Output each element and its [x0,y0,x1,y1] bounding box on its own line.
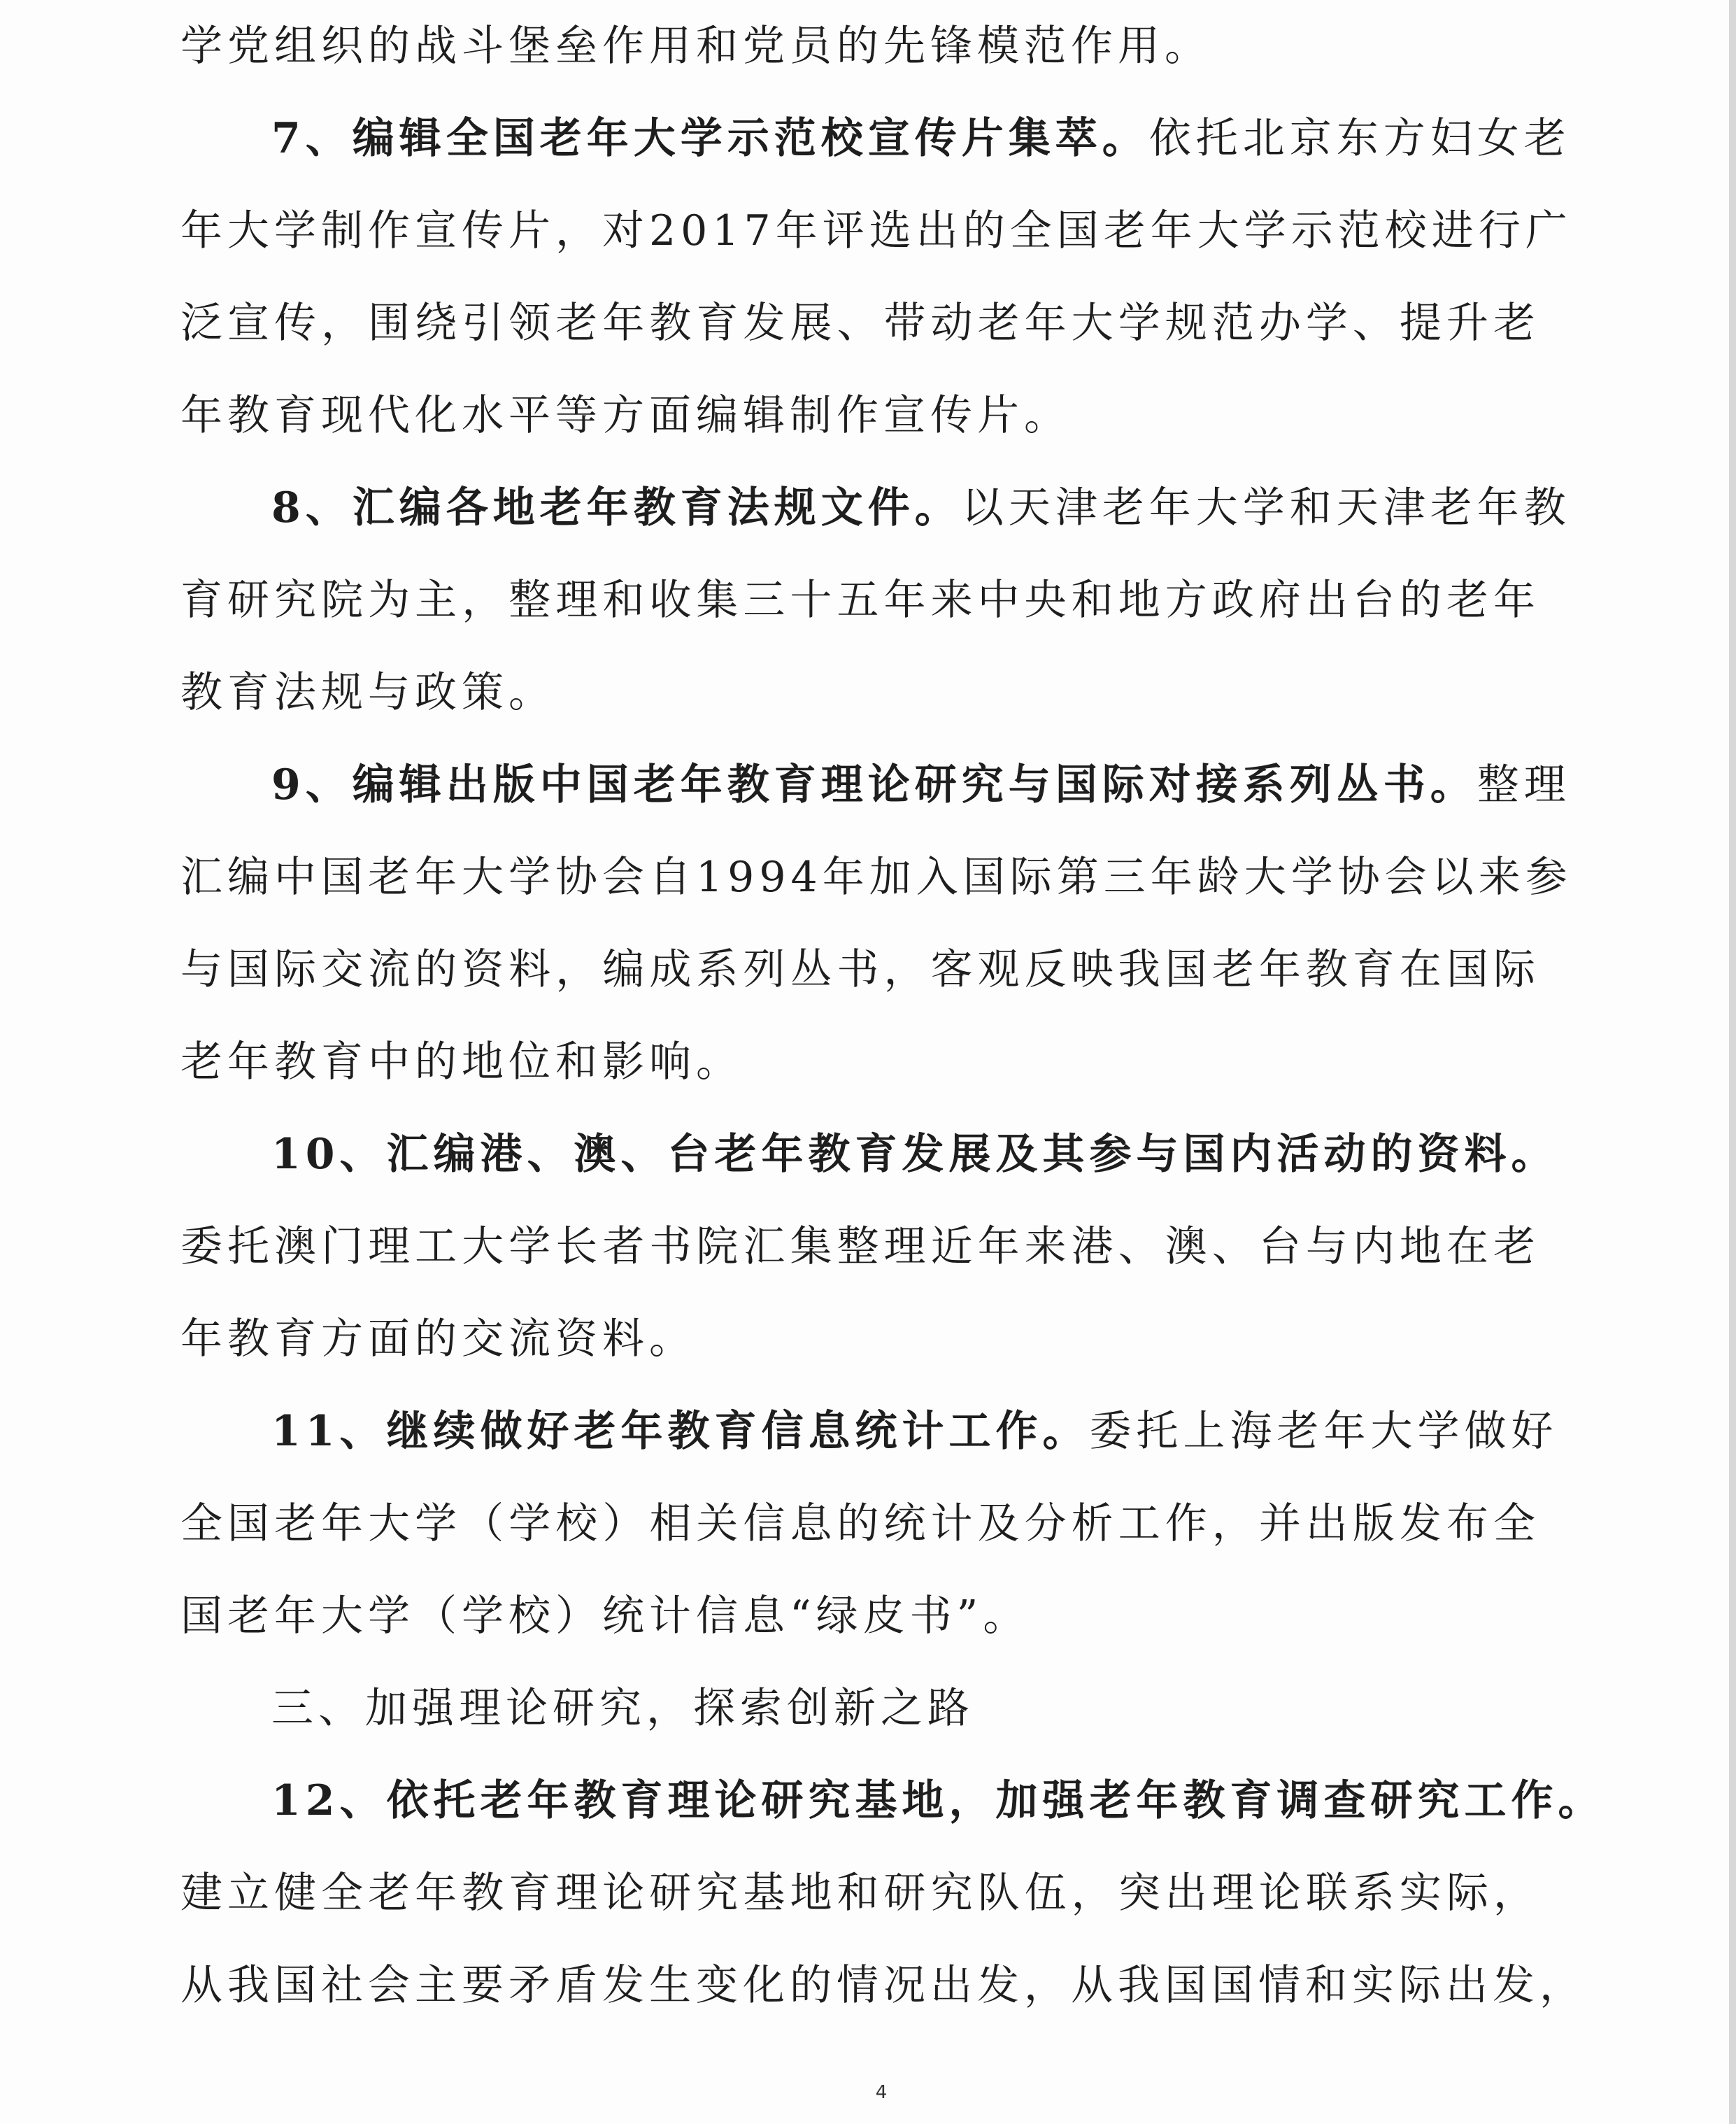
section-heading: 三、加强理论研究，探索创新之路 [271,1684,974,1733]
page-number: 4 [875,2082,888,2103]
text-line: 与国际交流的资料，编成系列丛书，客观反映我国老年教育在国际 [180,945,1540,994]
text-line: 教育法规与政策。 [180,668,555,717]
item-10-title: 10、汇编港、澳、台老年教育发展及其参与国内活动的资料。 [271,1130,1558,1179]
item-9-title: 9、编辑出版中国老年教育理论研究与国际对接系列丛书。 [271,760,1477,809]
item-8-title: 8、汇编各地老年教育法规文件。 [271,483,962,532]
item-9-line: 9、编辑出版中国老年教育理论研究与国际对接系列丛书。整理 [271,760,1571,809]
item-8-line: 8、汇编各地老年教育法规文件。以天津老年大学和天津老年教 [271,483,1571,532]
text-line: 建立健全老年教育理论研究基地和研究队伍，突出理论联系实际， [180,1869,1540,1918]
text-line: 年教育方面的交流资料。 [180,1315,696,1364]
scan-edge [1729,0,1736,2124]
item-10-line [180,1130,1558,1179]
body-text [180,22,1605,2057]
item-11-line: 11、继续做好老年教育信息统计工作。委托上海老年大学做好 [271,1407,1558,1456]
text-line: 国老年大学（学校）统计信息“绿皮书”。 [180,1592,1030,1641]
text-line: 全国老年大学（学校）相关信息的统计及分析工作，并出版发布全 [180,1499,1540,1548]
text-line: 年大学制作宣传片，对2017年评选出的全国老年大学示范校进行广 [180,206,1572,255]
text-line: 学党组织的战斗堡垒作用和党员的先锋模范作用。 [180,22,1211,71]
item-7-line: 7、编辑全国老年大学示范校宣传片集萃。依托北京东方妇女老 [271,114,1571,163]
text-line: 从我国社会主要矛盾发生变化的情况出发，从我国国情和实际出发， [180,1961,1586,2010]
item-12-title: 12、依托老年教育理论研究基地，加强老年教育调查研究工作。 [271,1776,1605,1825]
item-7-title: 7、编辑全国老年大学示范校宣传片集萃。 [271,114,1149,163]
item-12-line [180,1776,1605,1825]
text-line: 泛宣传，围绕引领老年教育发展、带动老年大学规范办学、提升老 [180,299,1540,348]
text-line: 老年教育中的地位和影响。 [180,1038,743,1086]
text-line: 育研究院为主，整理和收集三十五年来中央和地方政府出台的老年 [180,576,1540,625]
text-line: 年教育现代化水平等方面编辑制作宣传片。 [180,391,1071,440]
text-line: 委托澳门理工大学长者书院汇集整理近年来港、澳、台与内地在老 [180,1222,1540,1271]
item-11-title: 11、继续做好老年教育信息统计工作。 [271,1407,1090,1456]
text-line: 汇编中国老年大学协会自1994年加入国际第三年龄大学协会以来参 [180,853,1572,902]
